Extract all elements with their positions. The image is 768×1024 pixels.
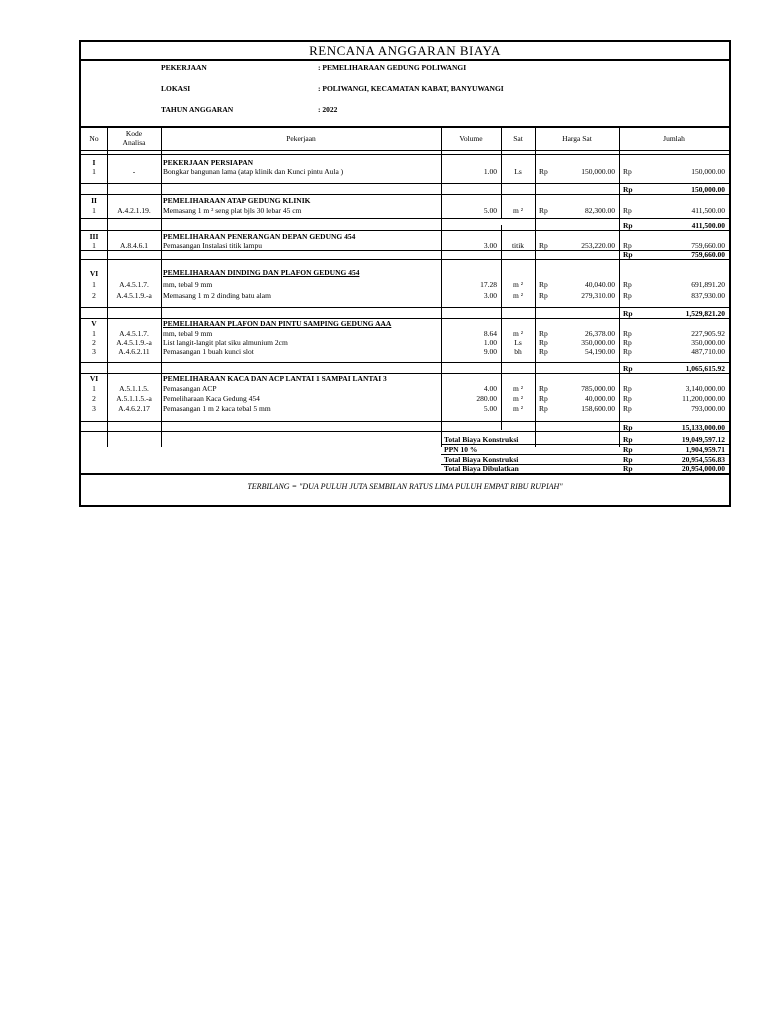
item-jumlah: 487,710.00 <box>691 347 725 356</box>
grand-total-label: Total Biaya Konstruksi <box>444 455 519 464</box>
item-sat: Ls <box>514 167 522 176</box>
item-rp-jumlah: Rp <box>623 329 632 338</box>
item-kode: A.5.1.1.5. <box>119 384 149 393</box>
item-rp-harga: Rp <box>539 329 548 338</box>
item-uraian: Bongkar bangunan lama (atap klinik dan Kunci pintu Aula ) <box>163 167 344 176</box>
section-title: PEKERJAAN PERSIAPAN <box>163 158 254 167</box>
subtotal-rp: Rp <box>623 364 633 373</box>
title-divider <box>81 59 729 61</box>
rounded-total-label: Total Biaya Dibulatkan <box>444 464 519 473</box>
section-no: VI <box>89 374 99 383</box>
item-rp-jumlah: Rp <box>623 384 632 393</box>
item-no: 1 <box>92 329 96 338</box>
col-header-jumlah: Jumlah <box>663 134 685 143</box>
row-line <box>81 183 729 184</box>
item-uraian: Memasang 1 m 2 dinding batu alam <box>163 291 271 300</box>
item-harga: 785,000.00 <box>581 384 615 393</box>
item-uraian: Pemasangan ACP <box>163 384 217 393</box>
section-no: I <box>92 158 96 167</box>
item-kode: A.4.6.2.17 <box>118 404 150 413</box>
item-jumlah: 411,500.00 <box>691 206 725 215</box>
item-harga: 150,000.00 <box>581 167 615 176</box>
grand-total-value: 20,954,556.83 <box>681 455 725 464</box>
item-rp-jumlah: Rp <box>623 404 632 413</box>
item-rp-jumlah: Rp <box>623 347 632 356</box>
item-rp-harga: Rp <box>539 347 548 356</box>
item-uraian: mm, tebal 9 mm <box>163 280 213 289</box>
section-no: II <box>91 196 97 205</box>
total-label: Total Biaya Konstruksi <box>444 435 519 444</box>
section-title: PEMELIHARAAN KACA DAN ACP LANTAI 1 SAMPAI LANTAI 3 <box>163 374 387 383</box>
item-sat: m ² <box>513 394 523 403</box>
row-line <box>81 259 729 260</box>
item-uraian: List langit-langit plat siku almunium 2cm <box>163 338 288 347</box>
item-harga: 279,310.00 <box>581 291 615 300</box>
row-line <box>81 421 729 422</box>
item-sat: bh <box>514 347 522 356</box>
item-sat: m ² <box>513 404 523 413</box>
ppn-value: 1,904,959.71 <box>685 445 725 454</box>
item-jumlah: 691,891.20 <box>691 280 725 289</box>
item-rp-harga: Rp <box>539 241 548 250</box>
rab-sheet <box>79 40 731 507</box>
info-value-tahun: : 2022 <box>318 105 338 114</box>
item-harga: 82,300.00 <box>585 206 615 215</box>
item-uraian: Pemasangan 1 buah kunci slot <box>163 347 254 356</box>
item-volume: 8.64 <box>483 329 497 338</box>
item-rp-harga: Rp <box>539 291 548 300</box>
item-rp-harga: Rp <box>539 206 548 215</box>
col-line-5 <box>535 126 536 447</box>
item-kode: A.8.4.6.1 <box>120 241 148 250</box>
item-jumlah: 11,200,000.00 <box>682 394 725 403</box>
item-harga: 40,040.00 <box>585 280 615 289</box>
item-harga: 253,220.00 <box>581 241 615 250</box>
item-sat: m ² <box>513 291 523 300</box>
item-rp-harga: Rp <box>539 280 548 289</box>
item-sat: m ² <box>513 384 523 393</box>
grand-total-rp: Rp <box>623 455 633 464</box>
col-header-sat: Sat <box>513 134 523 143</box>
item-kode: - <box>132 167 136 176</box>
item-no: 1 <box>92 241 96 250</box>
col-header-kode: Kode Analisa <box>122 129 146 147</box>
item-no: 1 <box>92 167 96 176</box>
subtotal-value: 15,133,000.00 <box>681 423 725 432</box>
item-jumlah: 3,140,000.00 <box>685 384 725 393</box>
item-jumlah: 350,000.00 <box>691 338 725 347</box>
item-no: 2 <box>92 291 96 300</box>
item-kode: A.4.2.1.19. <box>117 206 151 215</box>
item-jumlah: 837,930.00 <box>691 291 725 300</box>
rounded-total-value: 20,954,000.00 <box>681 464 725 473</box>
item-sat: m ² <box>513 280 523 289</box>
item-harga: 54,190.00 <box>585 347 615 356</box>
item-rp-harga: Rp <box>539 384 548 393</box>
info-value-pekerjaan: : PEMELIHARAAN GEDUNG POLIWANGI <box>318 63 467 72</box>
section-no: VI <box>89 269 99 278</box>
item-sat: m ² <box>513 329 523 338</box>
item-jumlah: 227,905.92 <box>691 329 725 338</box>
item-volume: 9.00 <box>483 347 497 356</box>
item-rp-harga: Rp <box>539 404 548 413</box>
col-header-no: No <box>89 134 99 143</box>
item-uraian: Memasang 1 m ² seng plat bjls 30 lebar 45 cm <box>163 206 302 215</box>
item-harga: 40,000.00 <box>585 394 615 403</box>
section-no: V <box>91 319 97 328</box>
item-no: 1 <box>92 280 96 289</box>
row-line <box>81 307 729 308</box>
item-rp-harga: Rp <box>539 167 548 176</box>
section-title: PEMELIHARAAN PLAFON DAN PINTU SAMPING GEDUNG AAA <box>163 319 392 328</box>
item-jumlah: 793,000.00 <box>691 404 725 413</box>
item-volume: 5.00 <box>483 206 497 215</box>
item-harga: 158,600.00 <box>581 404 615 413</box>
header-bottom-line <box>81 150 729 151</box>
subtotal-rp: Rp <box>623 250 633 259</box>
item-sat: titik <box>511 241 525 250</box>
terbilang-text: TERBILANG = "DUA PULUH JUTA SEMBILAN RATUS LIMA PULUH EMPAT RIBU RUPIAH" <box>247 482 563 491</box>
row-line <box>81 218 729 219</box>
col-header-volume: Volume <box>459 134 483 143</box>
col-header-pekerjaan: Pekerjaan <box>286 134 316 143</box>
subtotal-value: 759,660.00 <box>691 250 725 259</box>
document-title: RENCANA ANGGARAN BIAYA <box>309 43 501 58</box>
item-sat: m ² <box>513 206 523 215</box>
item-harga: 26,378.00 <box>585 329 615 338</box>
subtotal-value: 1,529,821.20 <box>685 309 725 318</box>
info-label-tahun: TAHUN ANGGARAN <box>161 105 234 114</box>
subtotal-value: 1,065,615.92 <box>685 364 725 373</box>
item-rp-jumlah: Rp <box>623 394 632 403</box>
item-rp-harga: Rp <box>539 394 548 403</box>
subtotal-rp: Rp <box>623 309 633 318</box>
info-divider <box>81 126 729 128</box>
item-kode: A.4.5.1.7. <box>119 280 149 289</box>
subtotal-rp: Rp <box>623 185 633 194</box>
row-line <box>81 431 729 432</box>
col-header-harga: Harga Sat <box>562 134 592 143</box>
item-no: 1 <box>92 384 96 393</box>
item-volume: 1.00 <box>483 167 497 176</box>
item-jumlah: 150,000.00 <box>691 167 725 176</box>
section-title: PEMELIHARAAN PENERANGAN DEPAN GEDUNG 454 <box>163 232 356 241</box>
item-uraian: Pemasangan 1 m 2 kaca tebal 5 mm <box>163 404 271 413</box>
item-volume: 3.00 <box>483 241 497 250</box>
ppn-rp: Rp <box>623 445 633 454</box>
subtotal-rp: Rp <box>623 423 633 432</box>
item-uraian: mm, tebal 9 mm <box>163 329 213 338</box>
col-line-6 <box>619 126 620 447</box>
item-volume: 3.00 <box>483 291 497 300</box>
item-rp-jumlah: Rp <box>623 206 632 215</box>
item-volume: 280.00 <box>476 394 497 403</box>
item-rp-jumlah: Rp <box>623 338 632 347</box>
rounded-total-rp: Rp <box>623 464 633 473</box>
item-kode: A.4.5.1.7. <box>119 329 149 338</box>
item-kode: A.5.1.1.5.-a <box>116 394 152 403</box>
subtotal-rp: Rp <box>623 221 633 230</box>
item-kode: A.4.5.1.9.-a <box>116 338 152 347</box>
total-value: 19,049,597.12 <box>681 435 725 444</box>
section-title: PEMELIHARAAN ATAP GEDUNG KLINIK <box>163 196 311 205</box>
item-kode: A.4.6.2.11 <box>118 347 150 356</box>
col-line-2 <box>161 126 162 447</box>
item-uraian: Pemeliharaan Kaca Gedung 454 <box>163 394 260 403</box>
info-label-pekerjaan: PEKERJAAN <box>161 63 207 72</box>
item-no: 3 <box>92 404 96 413</box>
item-rp-jumlah: Rp <box>623 167 632 176</box>
row-line <box>81 194 729 195</box>
item-rp-harga: Rp <box>539 338 548 347</box>
subtotal-value: 150,000.00 <box>691 185 725 194</box>
item-jumlah: 759,660.00 <box>691 241 725 250</box>
item-no: 2 <box>92 394 96 403</box>
item-rp-jumlah: Rp <box>623 280 632 289</box>
item-sat: Ls <box>514 338 522 347</box>
row-line <box>81 362 729 363</box>
header-gap-line <box>81 154 729 155</box>
info-value-lokasi: : POLIWANGI, KECAMATAN KABAT, BANYUWANGI <box>318 84 504 93</box>
section-no: III <box>89 232 99 241</box>
item-harga: 350,000.00 <box>581 338 615 347</box>
item-rp-jumlah: Rp <box>623 241 632 250</box>
item-volume: 1.00 <box>483 338 497 347</box>
footer-divider <box>81 473 729 475</box>
section-title: PEMELIHARAAN DINDING DAN PLAFON GEDUNG 454 <box>163 268 360 277</box>
item-volume: 5.00 <box>483 404 497 413</box>
total-rp: Rp <box>623 435 633 444</box>
item-no: 1 <box>92 206 96 215</box>
item-volume: 4.00 <box>483 384 497 393</box>
item-volume: 17.28 <box>480 280 497 289</box>
item-no: 2 <box>92 338 96 347</box>
item-uraian: Pemasangan Instalasi titik lampu <box>163 241 262 250</box>
item-no: 3 <box>92 347 96 356</box>
row-line <box>81 230 729 231</box>
ppn-label: PPN 10 % <box>444 445 478 454</box>
item-rp-jumlah: Rp <box>623 291 632 300</box>
subtotal-value: 411,500.00 <box>691 221 725 230</box>
item-kode: A.4.5.1.9.-a <box>116 291 152 300</box>
info-label-lokasi: LOKASI <box>161 84 191 93</box>
